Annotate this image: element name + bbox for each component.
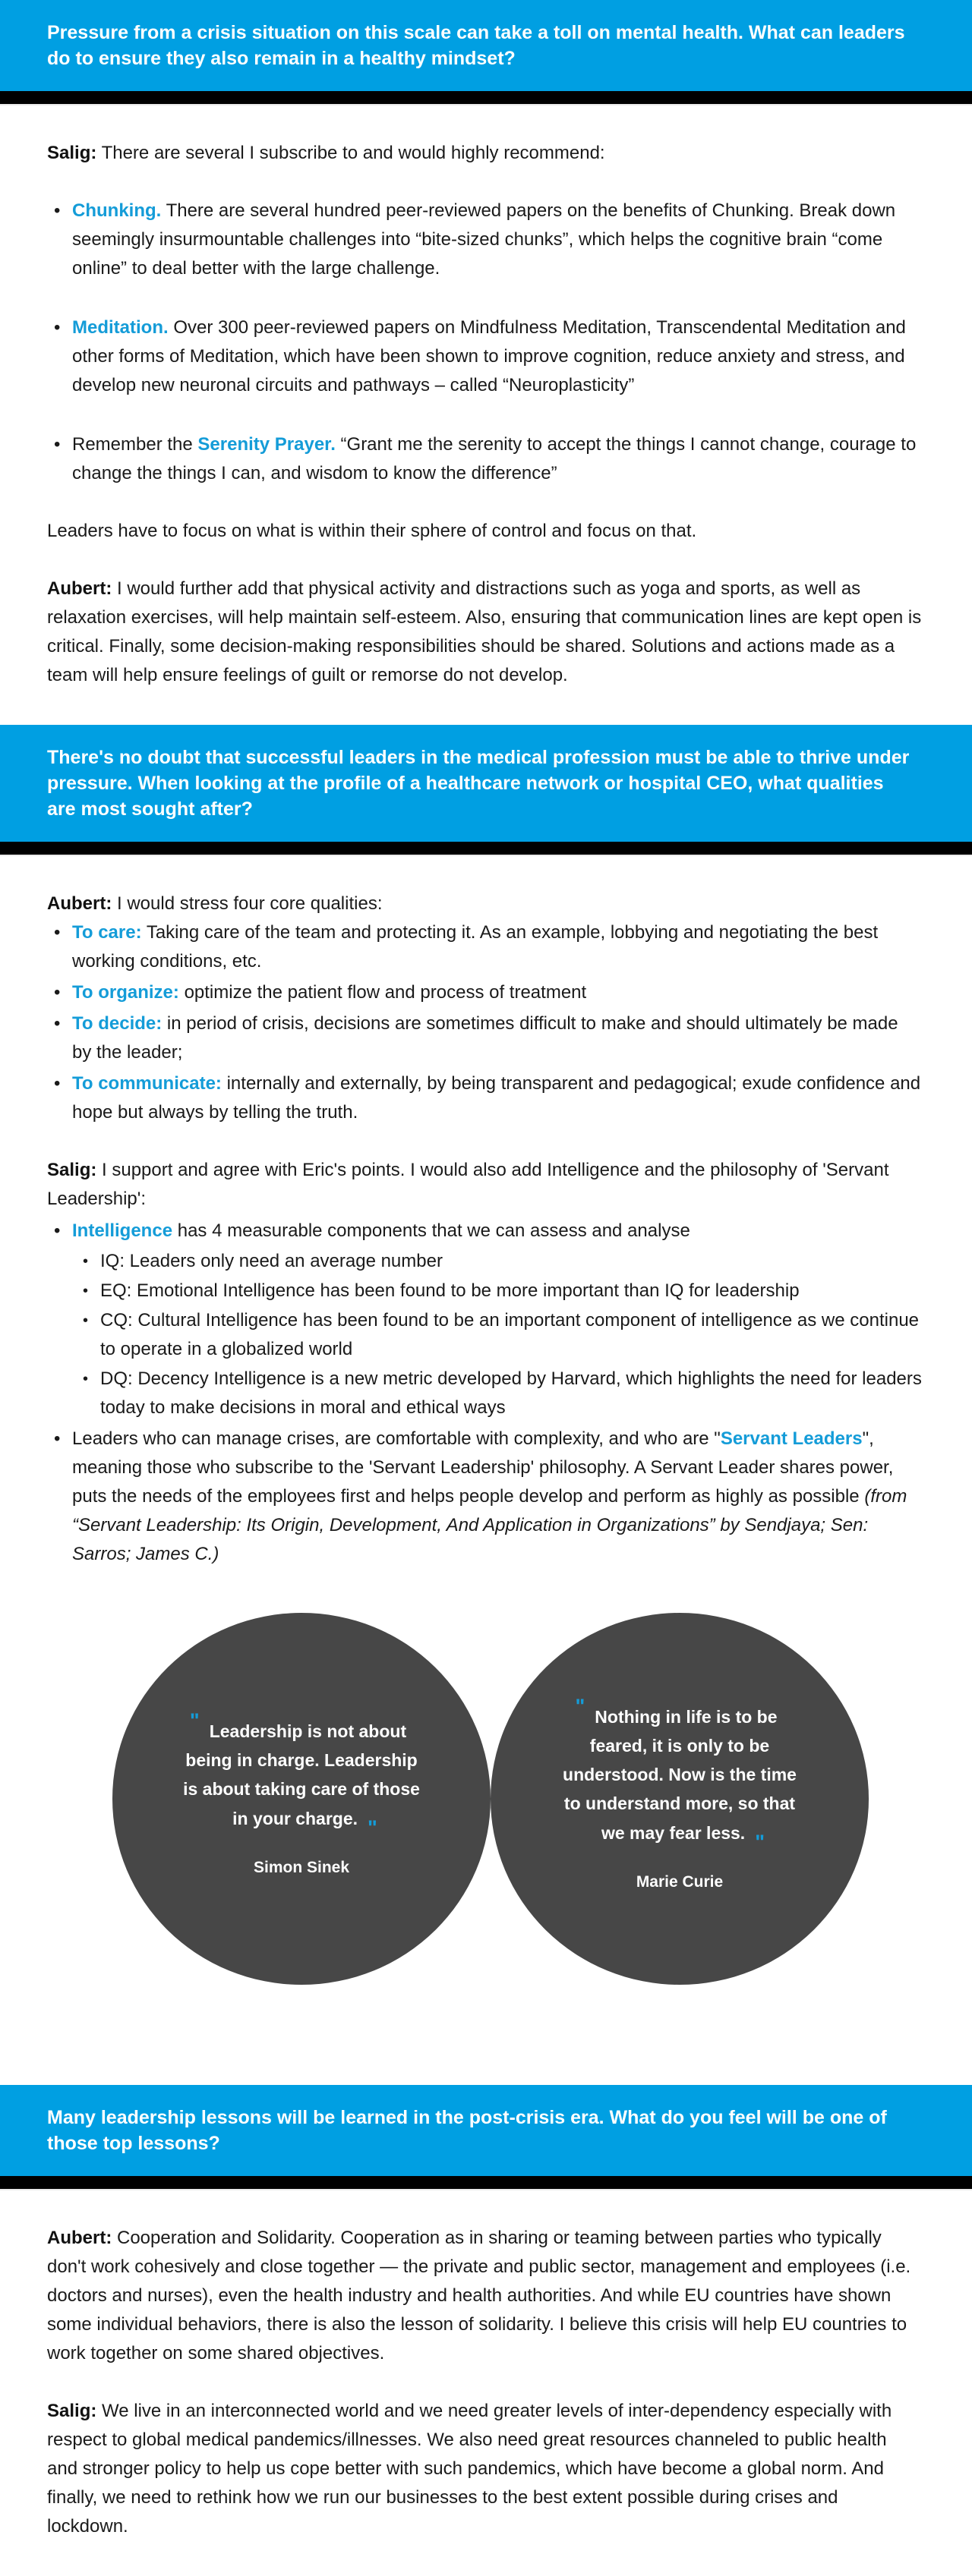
section-divider-bar [0, 91, 972, 104]
open-quote-icon: " [575, 1694, 585, 1718]
answer-paragraph [47, 890, 922, 918]
list-item-text: Remember the [72, 434, 198, 455]
close-quote-icon: " [755, 1830, 765, 1853]
term-to-care: To care: [72, 922, 142, 943]
recommendations-list [47, 197, 922, 488]
answer-section-top-lessons [0, 2189, 972, 2576]
speaker-label: Salig: [47, 1160, 97, 1180]
list-item-text: ", meaning those who subscribe to the 'Servant Leadership' philosophy. A Servant Leader shares power, puts the needs of the employees first and helps people develop and perform as highly as possible [72, 1428, 894, 1507]
answer-section-ceo-qualities [0, 855, 972, 2085]
section-divider-bar [0, 2176, 972, 2189]
term-chunking: Chunking. [72, 200, 162, 221]
list-item-to-organize [47, 978, 922, 1007]
answer-text: I would stress four core qualities: [117, 893, 383, 914]
answer-paragraph [47, 2397, 922, 2541]
question-text: Many leadership lessons will be learned in the post-crisis era. What do you feel will be one of those top lessons? [47, 2107, 887, 2154]
quote-circles [47, 1613, 922, 1985]
quote-circle-simon-sinek [112, 1613, 491, 1985]
quote-body: Leadership is not about being in charge. Leadership is about taking care of those in your charge. [183, 1721, 420, 1828]
quote-circle-marie-curie [491, 1613, 869, 1985]
answer-text: I support and agree with Eric's points. I would also add Intelligence and the philosophy of 'Servant Leadership': [47, 1160, 889, 1209]
qualities-list [47, 918, 922, 1127]
quote-author: Marie Curie [636, 1872, 724, 1891]
answer-paragraph: Leaders have to focus on what is within their sphere of control and focus on that. [47, 521, 697, 541]
list-item-iq: • IQ: Leaders only need an average number [72, 1247, 922, 1276]
list-item-to-decide [47, 1009, 922, 1067]
list-item-text: in period of crisis, decisions are sometimes difficult to make and should ultimately be made by the leader; [72, 1013, 898, 1063]
intelligence-list [47, 1217, 922, 1569]
list-item-text: There are several hundred peer-reviewed papers on the benefits of Chunking. Break down seemingly insurmountable challenges into “bite-sized chunks”, which helps the cognitive brain “come online” to deal better with the large challenge. [72, 200, 896, 279]
list-item-text: “Grant me the serenity to accept the things I cannot change, courage to change the things I can, and wisdom to know the difference” [72, 434, 917, 483]
close-quote-icon: " [368, 1815, 377, 1839]
answer-paragraph [47, 1156, 922, 1214]
question-banner-mental-health [0, 0, 972, 91]
open-quote-icon: " [189, 1708, 200, 1732]
speaker-label: Aubert: [47, 2228, 112, 2248]
list-item-text: optimize the patient flow and process of treatment [184, 982, 587, 1003]
list-item-intelligence [47, 1217, 922, 1422]
question-banner-ceo-qualities [0, 725, 972, 842]
quote-body: Nothing in life is to be feared, it is only to be understood. Now is the time to understand more, so that we may fear less. [563, 1706, 797, 1843]
answer-text: Cooperation and Solidarity. Cooperation as in sharing or teaming between parties who typically don't work cohesively and close together — the private and public sector, management and employees (i.e. doctors and nurses), even the health industry and health authorities. And while EU countries have shown some individual behaviors, there is also the lesson of solidarity. I believe this crisis will help EU countries to work together on some shared objectives. [47, 2228, 911, 2363]
list-item-meditation [47, 313, 922, 400]
question-text: Pressure from a crisis situation on this scale can take a toll on mental health. What can leaders do to ensure they also remain in a healthy mindset? [47, 22, 905, 69]
section-divider-bar [0, 842, 972, 855]
list-item-text: internally and externally, by being transparent and pedagogical; exude confidence and hope but always by telling the truth. [72, 1073, 921, 1123]
question-text: There's no doubt that successful leaders in the medical profession must be able to thrive under pressure. When looking at the profile of a healthcare network or hospital CEO, what qualities are most sought after? [47, 747, 910, 820]
list-item-to-care [47, 918, 922, 976]
quote-author: Simon Sinek [253, 1858, 350, 1876]
answer-paragraph [47, 2224, 922, 2368]
quote-text [561, 1694, 798, 1853]
list-item-serenity-prayer [47, 430, 922, 488]
answer-paragraph [47, 139, 922, 168]
speaker-label: Salig: [47, 2401, 97, 2421]
list-item-text: Leaders who can manage crises, are comfortable with complexity, and who are " [72, 1428, 721, 1449]
list-item-text: Over 300 peer-reviewed papers on Mindfulness Meditation, Transcendental Meditation and other forms of Meditation, which have been shown to improve cognition, reduce anxiety and stress, and develop new neuronal circuits and pathways – called “Neuroplasticity” [72, 317, 906, 395]
answer-text: We live in an interconnected world and we need greater levels of inter-dependency especially with respect to global medical pandemics/illnesses. We also need great resources channeled to public health and stronger policy to help us cope better with such pandemics, which have become a global norm. And finally, we need to rethink how we run our businesses to the best extent possible during crises and lockdown. [47, 2401, 892, 2537]
list-item-to-communicate [47, 1069, 922, 1127]
term-to-organize: To organize: [72, 982, 179, 1003]
list-item-dq: • DQ: Decency Intelligence is a new metric developed by Harvard, which highlights the need for leaders today to make decisions in moral and ethical ways [72, 1365, 922, 1422]
term-meditation: Meditation. [72, 317, 169, 338]
list-item-chunking [47, 197, 922, 283]
question-banner-top-lessons [0, 2085, 972, 2176]
citation-text: (from “Servant Leadership: Its Origin, Development, And Application in Organizations” by Sendjaya; Sen: Sarros; James C.) [72, 1486, 907, 1564]
list-item-text: has 4 measurable components that we can assess and analyse [177, 1220, 690, 1241]
answer-text: I would further add that physical activity and distractions such as yoga and sports, as well as relaxation exercises, will help maintain self-esteem. Also, ensuring that communication lines are kept open is critical. Finally, some decision-making responsibilities should be shared. Solutions and actions made as a team will help ensure feelings of guilt or remorse do not develop. [47, 578, 922, 685]
list-item-cq: • CQ: Cultural Intelligence has been found to be an important component of intelligence as we continue to operate in a globalized world [72, 1306, 922, 1364]
term-intelligence: Intelligence [72, 1220, 173, 1241]
list-item-text: Taking care of the team and protecting it. As an example, lobbying and negotiating the best working conditions, etc. [72, 922, 879, 972]
term-serenity-prayer: Serenity Prayer. [197, 434, 336, 455]
speaker-label: Aubert: [47, 893, 112, 914]
speaker-label: Aubert: [47, 578, 112, 599]
speaker-label: Salig: [47, 143, 97, 163]
answer-section-mental-health [0, 104, 972, 725]
quote-text [183, 1708, 420, 1839]
answer-text: There are several I subscribe to and would highly recommend: [101, 143, 605, 163]
list-item-servant-leaders [47, 1425, 922, 1569]
intelligence-sublist [72, 1247, 922, 1422]
list-item-eq: • EQ: Emotional Intelligence has been found to be more important than IQ for leadership [72, 1277, 922, 1305]
term-to-decide: To decide: [72, 1013, 163, 1034]
term-to-communicate: To communicate: [72, 1073, 222, 1094]
term-servant-leaders: Servant Leaders [720, 1428, 863, 1449]
answer-paragraph [47, 575, 922, 690]
